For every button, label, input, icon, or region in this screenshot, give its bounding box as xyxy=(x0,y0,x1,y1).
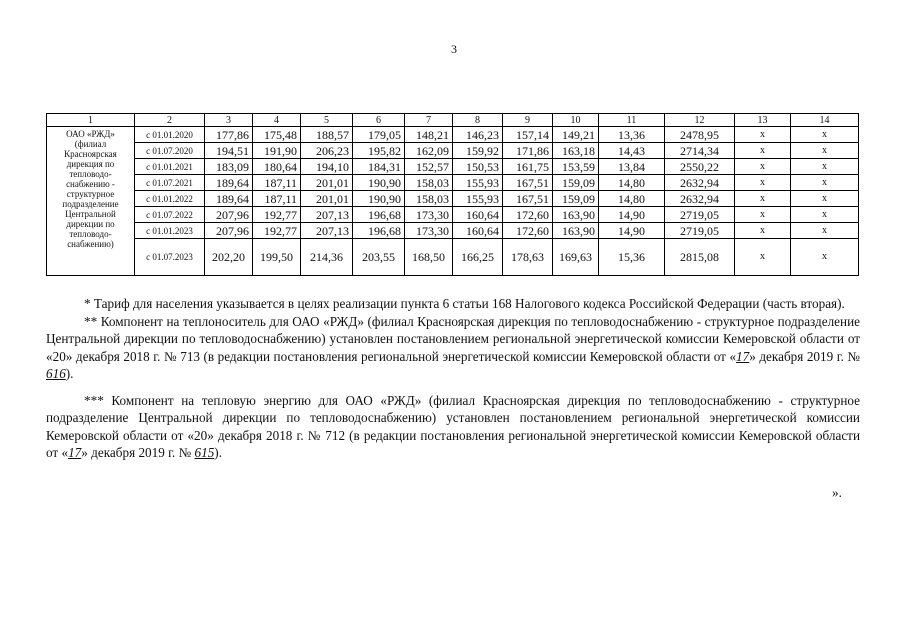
value-cell: 167,51 xyxy=(503,175,553,191)
value-cell: 163,90 xyxy=(553,207,599,223)
value-cell: 149,21 xyxy=(553,127,599,143)
value-cell: 162,09 xyxy=(405,143,453,159)
value-cell: 190,90 xyxy=(353,191,405,207)
header-cell: 9 xyxy=(503,114,553,127)
value-cell: 183,09 xyxy=(205,159,253,175)
table-row xyxy=(47,143,859,159)
value-cell: x xyxy=(791,239,859,276)
value-cell: 13,36 xyxy=(599,127,665,143)
value-cell: x xyxy=(735,207,791,223)
value-cell: 160,64 xyxy=(453,223,503,239)
value-cell: 2719,05 xyxy=(665,223,735,239)
organization-cell: ОАО «РЖД» (филиал Красноярская дирекция по тепловодо-снабжению - структурное подразделение Центральной дирекции по тепловодо-снабжению) xyxy=(47,127,135,276)
footnote-1: * Тариф для населения указывается в целях реализации пункта 6 статьи 168 Налогового кодекса Российской Федерации (часть вторая). xyxy=(84,296,845,311)
value-cell: x xyxy=(735,223,791,239)
value-cell: 175,48 xyxy=(253,127,301,143)
footnote-2-text: ** Компонент на теплоноситель для ОАО «РЖД» (филиал Красноярская дирекция по тепловодоснабжению - структурное подразделение Центральной дирекции по тепловодоснабжению) установлен постановлением региональной энергетической комиссии Кемеровской области от «20» декабря 2018 г. № 713 (в редакции постановления региональной энергетической комиссии Кемеровской области от « xyxy=(46,313,860,364)
value-cell: x xyxy=(791,159,859,175)
value-cell: 14,80 xyxy=(599,191,665,207)
value-cell: 184,31 xyxy=(353,159,405,175)
header-cell: 8 xyxy=(453,114,503,127)
value-cell: 158,03 xyxy=(405,175,453,191)
value-cell: 161,75 xyxy=(503,159,553,175)
value-cell: 158,03 xyxy=(405,191,453,207)
value-cell: 206,23 xyxy=(301,143,353,159)
value-cell: 160,64 xyxy=(453,207,503,223)
footnote-2-mid: » декабря 2019 г. № xyxy=(749,348,860,364)
value-cell: 168,50 xyxy=(405,239,453,276)
table-row xyxy=(47,127,859,143)
handwritten-day: 17 xyxy=(68,445,82,460)
value-cell: 159,09 xyxy=(553,175,599,191)
table-row xyxy=(47,223,859,239)
footnote-3-mid: » декабря 2019 г. № xyxy=(81,445,195,460)
header-cell: 4 xyxy=(253,114,301,127)
header-cell: 11 xyxy=(599,114,665,127)
value-cell: 196,68 xyxy=(353,223,405,239)
value-cell: 177,86 xyxy=(205,127,253,143)
header-cell: 10 xyxy=(553,114,599,127)
value-cell: 201,01 xyxy=(301,175,353,191)
header-cell: 3 xyxy=(205,114,253,127)
value-cell: 146,23 xyxy=(453,127,503,143)
value-cell: 172,60 xyxy=(503,207,553,223)
value-cell: 150,53 xyxy=(453,159,503,175)
value-cell: x xyxy=(735,239,791,276)
value-cell: 214,36 xyxy=(301,239,353,276)
closing-quote: ». xyxy=(832,485,842,500)
value-cell: 180,64 xyxy=(253,159,301,175)
value-cell: x xyxy=(791,175,859,191)
value-cell: 169,63 xyxy=(553,239,599,276)
date-cell: с 01.01.2020 xyxy=(135,127,205,143)
value-cell: x xyxy=(735,143,791,159)
header-cell: 2 xyxy=(135,114,205,127)
value-cell: 207,96 xyxy=(205,223,253,239)
page-number: 3 xyxy=(451,42,457,56)
value-cell: 163,90 xyxy=(553,223,599,239)
value-cell: 199,50 xyxy=(253,239,301,276)
value-cell: 189,64 xyxy=(205,191,253,207)
value-cell: 153,59 xyxy=(553,159,599,175)
header-cell: 6 xyxy=(353,114,405,127)
date-cell: с 01.07.2021 xyxy=(135,175,205,191)
handwritten-number: 616 xyxy=(46,366,66,381)
value-cell: 195,82 xyxy=(353,143,405,159)
value-cell: 2815,08 xyxy=(665,239,735,276)
value-cell: 194,51 xyxy=(205,143,253,159)
value-cell: 14,80 xyxy=(599,175,665,191)
value-cell: 187,11 xyxy=(253,175,301,191)
value-cell: 179,05 xyxy=(353,127,405,143)
value-cell: 14,43 xyxy=(599,143,665,159)
header-cell: 13 xyxy=(735,114,791,127)
footnote-3 xyxy=(46,392,860,462)
value-cell: 2550,22 xyxy=(665,159,735,175)
handwritten-day: 17 xyxy=(736,348,750,364)
value-cell: 178,63 xyxy=(503,239,553,276)
value-cell: 155,93 xyxy=(453,191,503,207)
value-cell: 166,25 xyxy=(453,239,503,276)
value-cell: 196,68 xyxy=(353,207,405,223)
table-row xyxy=(47,191,859,207)
value-cell: 152,57 xyxy=(405,159,453,175)
value-cell: 173,30 xyxy=(405,223,453,239)
value-cell: 173,30 xyxy=(405,207,453,223)
value-cell: 192,77 xyxy=(253,223,301,239)
value-cell: 202,20 xyxy=(205,239,253,276)
date-cell: с 01.07.2022 xyxy=(135,207,205,223)
footnote-3-text: *** Компонент на тепловую энергию для ОАО «РЖД» (филиал Красноярская дирекция по тепловодоснабжению - структурное подразделение Центральной дирекции по тепловодоснабжению) установлен постановлением региональной энергетической комиссии Кемеровской области от «20» декабря 2018 г. № 712 (в редакции постановления региональной энергетической комиссии Кемеровской области от « xyxy=(46,392,860,460)
date-cell: с 01.07.2020 xyxy=(135,143,205,159)
date-cell: с 01.07.2023 xyxy=(135,239,205,276)
header-cell: 14 xyxy=(791,114,859,127)
tariff-table xyxy=(46,113,859,276)
header-cell: 5 xyxy=(301,114,353,127)
value-cell: 155,93 xyxy=(453,175,503,191)
value-cell: 14,90 xyxy=(599,207,665,223)
value-cell: x xyxy=(791,223,859,239)
value-cell: 2632,94 xyxy=(665,191,735,207)
value-cell: x xyxy=(791,143,859,159)
header-cell: 7 xyxy=(405,114,453,127)
value-cell: x xyxy=(735,191,791,207)
handwritten-number: 615 xyxy=(194,445,215,460)
footnote-3-end: ). xyxy=(214,445,222,460)
date-cell: с 01.01.2023 xyxy=(135,223,205,239)
footnotes xyxy=(46,295,860,462)
table-row xyxy=(47,175,859,191)
value-cell: 15,36 xyxy=(599,239,665,276)
value-cell: x xyxy=(791,191,859,207)
table-row xyxy=(47,239,859,276)
value-cell: 189,64 xyxy=(205,175,253,191)
value-cell: 207,96 xyxy=(205,207,253,223)
value-cell: 190,90 xyxy=(353,175,405,191)
value-cell: 171,86 xyxy=(503,143,553,159)
value-cell: 167,51 xyxy=(503,191,553,207)
table-row xyxy=(47,159,859,175)
value-cell: 2478,95 xyxy=(665,127,735,143)
value-cell: 207,13 xyxy=(301,223,353,239)
value-cell: 194,10 xyxy=(301,159,353,175)
value-cell: 157,14 xyxy=(503,127,553,143)
value-cell: 2714,34 xyxy=(665,143,735,159)
footnote-2 xyxy=(46,313,860,383)
date-cell: с 01.01.2022 xyxy=(135,191,205,207)
value-cell: 159,09 xyxy=(553,191,599,207)
header-cell: 12 xyxy=(665,114,735,127)
value-cell: 2719,05 xyxy=(665,207,735,223)
value-cell: 188,57 xyxy=(301,127,353,143)
value-cell: 187,11 xyxy=(253,191,301,207)
value-cell: x xyxy=(791,207,859,223)
date-cell: с 01.01.2021 xyxy=(135,159,205,175)
header-cell: 1 xyxy=(47,114,135,127)
value-cell: 13,84 xyxy=(599,159,665,175)
value-cell: 192,77 xyxy=(253,207,301,223)
value-cell: 163,18 xyxy=(553,143,599,159)
value-cell: 191,90 xyxy=(253,143,301,159)
value-cell: 148,21 xyxy=(405,127,453,143)
table-header-row xyxy=(47,114,859,127)
value-cell: x xyxy=(791,127,859,143)
value-cell: 172,60 xyxy=(503,223,553,239)
value-cell: x xyxy=(735,159,791,175)
value-cell: 159,92 xyxy=(453,143,503,159)
value-cell: x xyxy=(735,175,791,191)
value-cell: x xyxy=(735,127,791,143)
table-row xyxy=(47,207,859,223)
value-cell: 207,13 xyxy=(301,207,353,223)
value-cell: 2632,94 xyxy=(665,175,735,191)
value-cell: 14,90 xyxy=(599,223,665,239)
value-cell: 201,01 xyxy=(301,191,353,207)
footnote-2-end: ). xyxy=(65,366,74,381)
value-cell: 203,55 xyxy=(353,239,405,276)
